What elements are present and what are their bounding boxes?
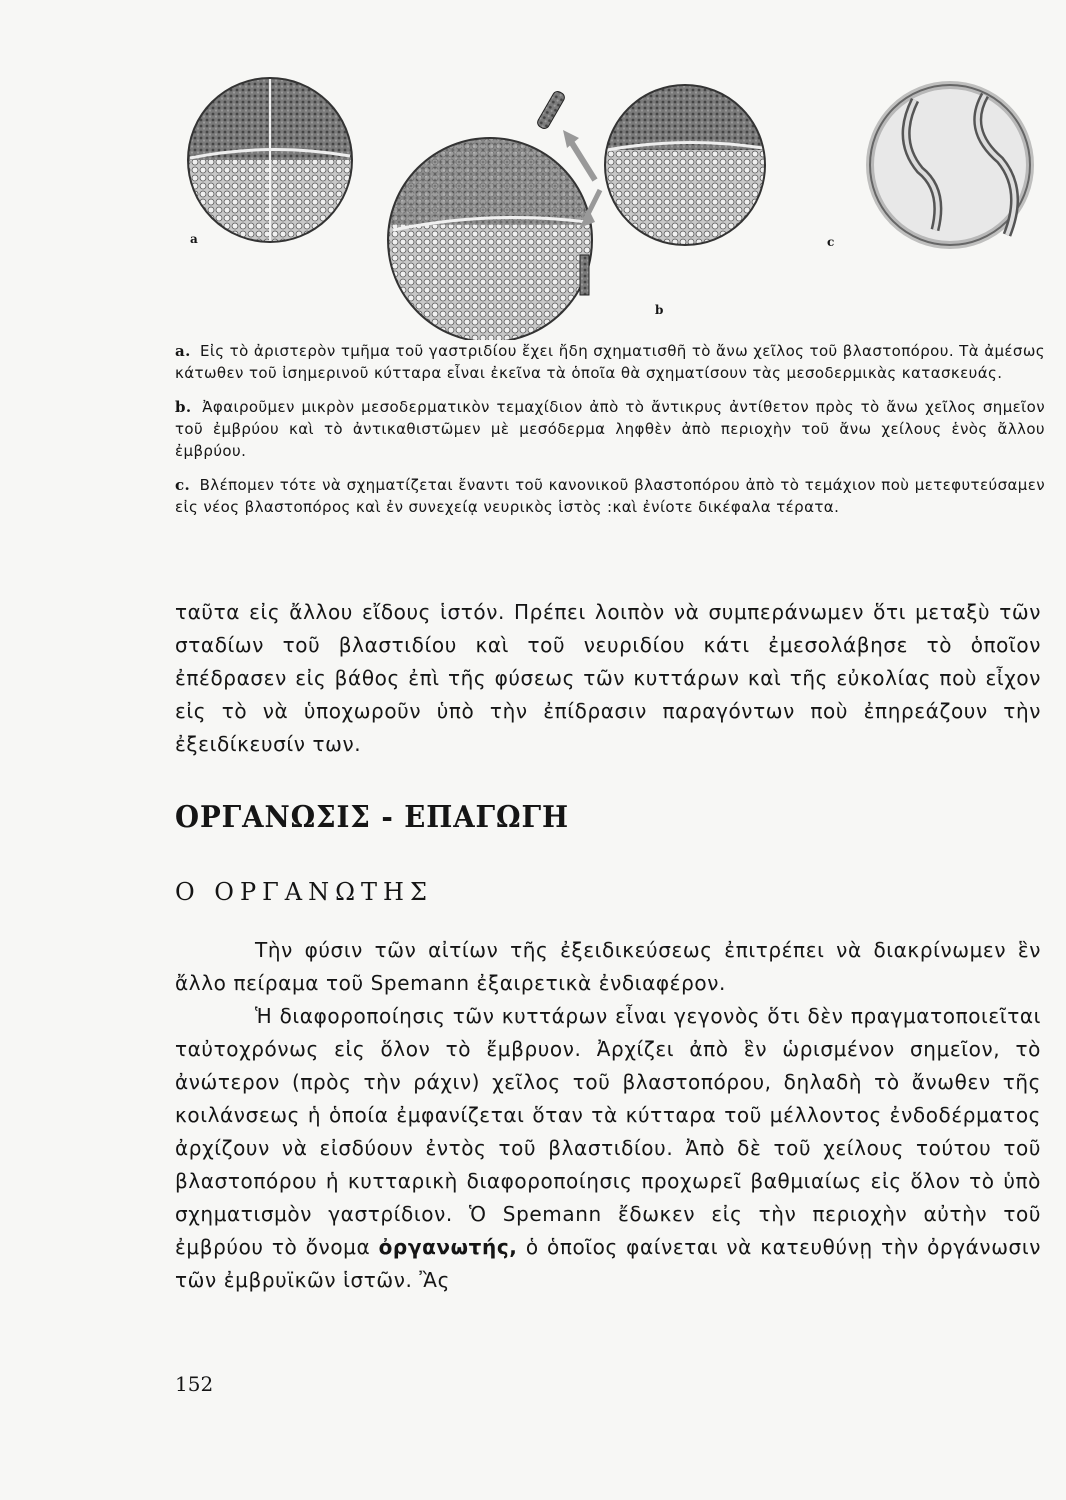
embryo-illustration (175, 70, 1055, 340)
term-organizer: ὀργανωτής, (378, 1235, 518, 1259)
figure-label-b: b (655, 303, 664, 317)
figure-captions (175, 340, 1045, 530)
paragraph-text: Τὴν φύσιν τῶν αἰτίων τῆς ἐξειδικεύσεως ἐπιτρέπει νὰ διακρίνωμεν ἓν ἄλλο πείραμα τοῦ Spemann ἐξαιρετικὰ ἐνδιαφέρον. (175, 938, 1041, 995)
figure-label-c: c (827, 235, 835, 249)
caption-label: c. (175, 476, 191, 494)
paragraph-text: ταῦτα εἰς ἄλλου εἴδους ἱστόν. Πρέπει λοιπὸν νὰ συμπεράνωμεν ὅτι μεταξὺ τῶν σταδίων τοῦ βλαστιδίου καὶ τοῦ νευριδίου κάτι ἐμεσολάβησε τὸ ὁποῖον ἐπέδρασεν εἰς βάθος ἐπὶ τῆς φύσεως τῶν κυττάρων καὶ τῆς εὐκολίας ποὺ εἶχον εἰς τὸ νὰ ὑποχωροῦν ὑπὸ τὴν ἐπίδρασιν παραγόντων ποὺ ἐπηρεάζουν τὴν ἐξειδίκευσίν των. (175, 600, 1041, 756)
body-paragraph-1 (175, 596, 1041, 761)
caption-label: a. (175, 342, 191, 360)
embryo-b (375, 130, 615, 340)
embryo-figure (175, 70, 1055, 340)
caption-text: Εἰς τὸ ἀριστερὸν τμῆμα τοῦ γαστριδίου ἔχει ἤδη σχηματισθῆ τὸ ἄνω χεῖλος τοῦ βλαστοπόρου. Τὰ ἀμέσως κάτωθεν τοῦ ἰσημερινοῦ κύτταρα εἶναι ἐκεῖνα τὰ ὁποῖα θὰ σχηματίσουν τὰς μεσοδερμικὰς κατασκευάς. (175, 342, 1046, 382)
embryo-donor (595, 80, 775, 245)
embryo-c (870, 85, 1030, 245)
caption-c (175, 474, 1045, 518)
caption-b (175, 396, 1045, 462)
subsection-heading: Ο ΟΡΓΑΝΩΤΗΣ (175, 878, 433, 906)
section-heading: ΟΡΓΑΝΩΣΙΣ - ΕΠΑΓΩΓΗ (175, 800, 570, 835)
caption-text: Βλέπομεν τότε νὰ σχηματίζεται ἔναντι τοῦ κανονικοῦ βλαστοπόρου ἀπὸ τὸ τεμάχιον ποὺ μετεφυτεύσαμεν εἰς νέος βλαστοπόρος καὶ ἐν συνεχείᾳ νευρικὸς ἱστὸς :καὶ ἐνίοτε δικέφαλα τέρατα. (175, 476, 1046, 516)
body-paragraph-3 (175, 1000, 1041, 1297)
figure-label-a: a (190, 232, 198, 246)
caption-text: Ἀφαιροῦμεν μικρὸν μεσοδερματικὸν τεμαχίδιον ἀπὸ τὸ ἄντικρυς ἀντίθετον πρὸς τὸ ἄνω χεῖλος σημεῖον τοῦ ἐμβρύου καὶ τὸ ἀντικαθιστῶμεν μὲ μεσόδερμα ληφθὲν ἀπὸ περιοχὴν τοῦ ἄνω χείλους ἑνὸς ἄλλου ἐμβρύου. (175, 398, 1045, 460)
page-number: 152 (175, 1372, 214, 1396)
body-paragraph-2 (175, 934, 1041, 1297)
caption-a (175, 340, 1045, 384)
caption-label: b. (175, 398, 192, 416)
paragraph-text: ὁ ὁποῖος φαίνεται νὰ κατευθύνῃ τὴν ὀργάνωσιν τῶν ἐμβρυϊκῶν ἱστῶν. Ἂς (175, 1235, 1041, 1292)
paragraph-text: Ἡ διαφοροποίησις τῶν κυττάρων εἶναι γεγονὸς ὅτι δὲν πραγματοποιεῖται ταὐτοχρόνως εἰς ὅλον τὸ ἔμβρυον. Ἀρχίζει ἀπὸ ἓν ὡρισμένον σημεῖον, τὸ ἀνώτερον (πρὸς τὴν ράχιν) χεῖλος τοῦ βλαστοπόρου, δηλαδὴ τὸ ἄνωθεν τῆς κοιλάνσεως ἡ ὁποία ἐμφανίζεται ὅταν τὰ κύτταρα τοῦ μέλλοντος ἐνδοδέρματος ἀρχίζουν νὰ εἰσδύουν ἐντὸς τοῦ βλαστιδίου. Ἀπὸ δὲ τοῦ χείλους τούτου τοῦ βλαστοπόρου ἡ κυτταρικὴ διαφοροποίησις προχωρεῖ βαθμιαίως εἰς ὅλον τὸ ὑπὸ σχηματισμὸν γαστρίδιον. Ὁ Spemann ἔδωκεν εἰς τὴν περιοχὴν αὐτὴν τοῦ ἐμβρύου τὸ ὄνομα (175, 1004, 1041, 1259)
embryo-a (175, 70, 375, 242)
